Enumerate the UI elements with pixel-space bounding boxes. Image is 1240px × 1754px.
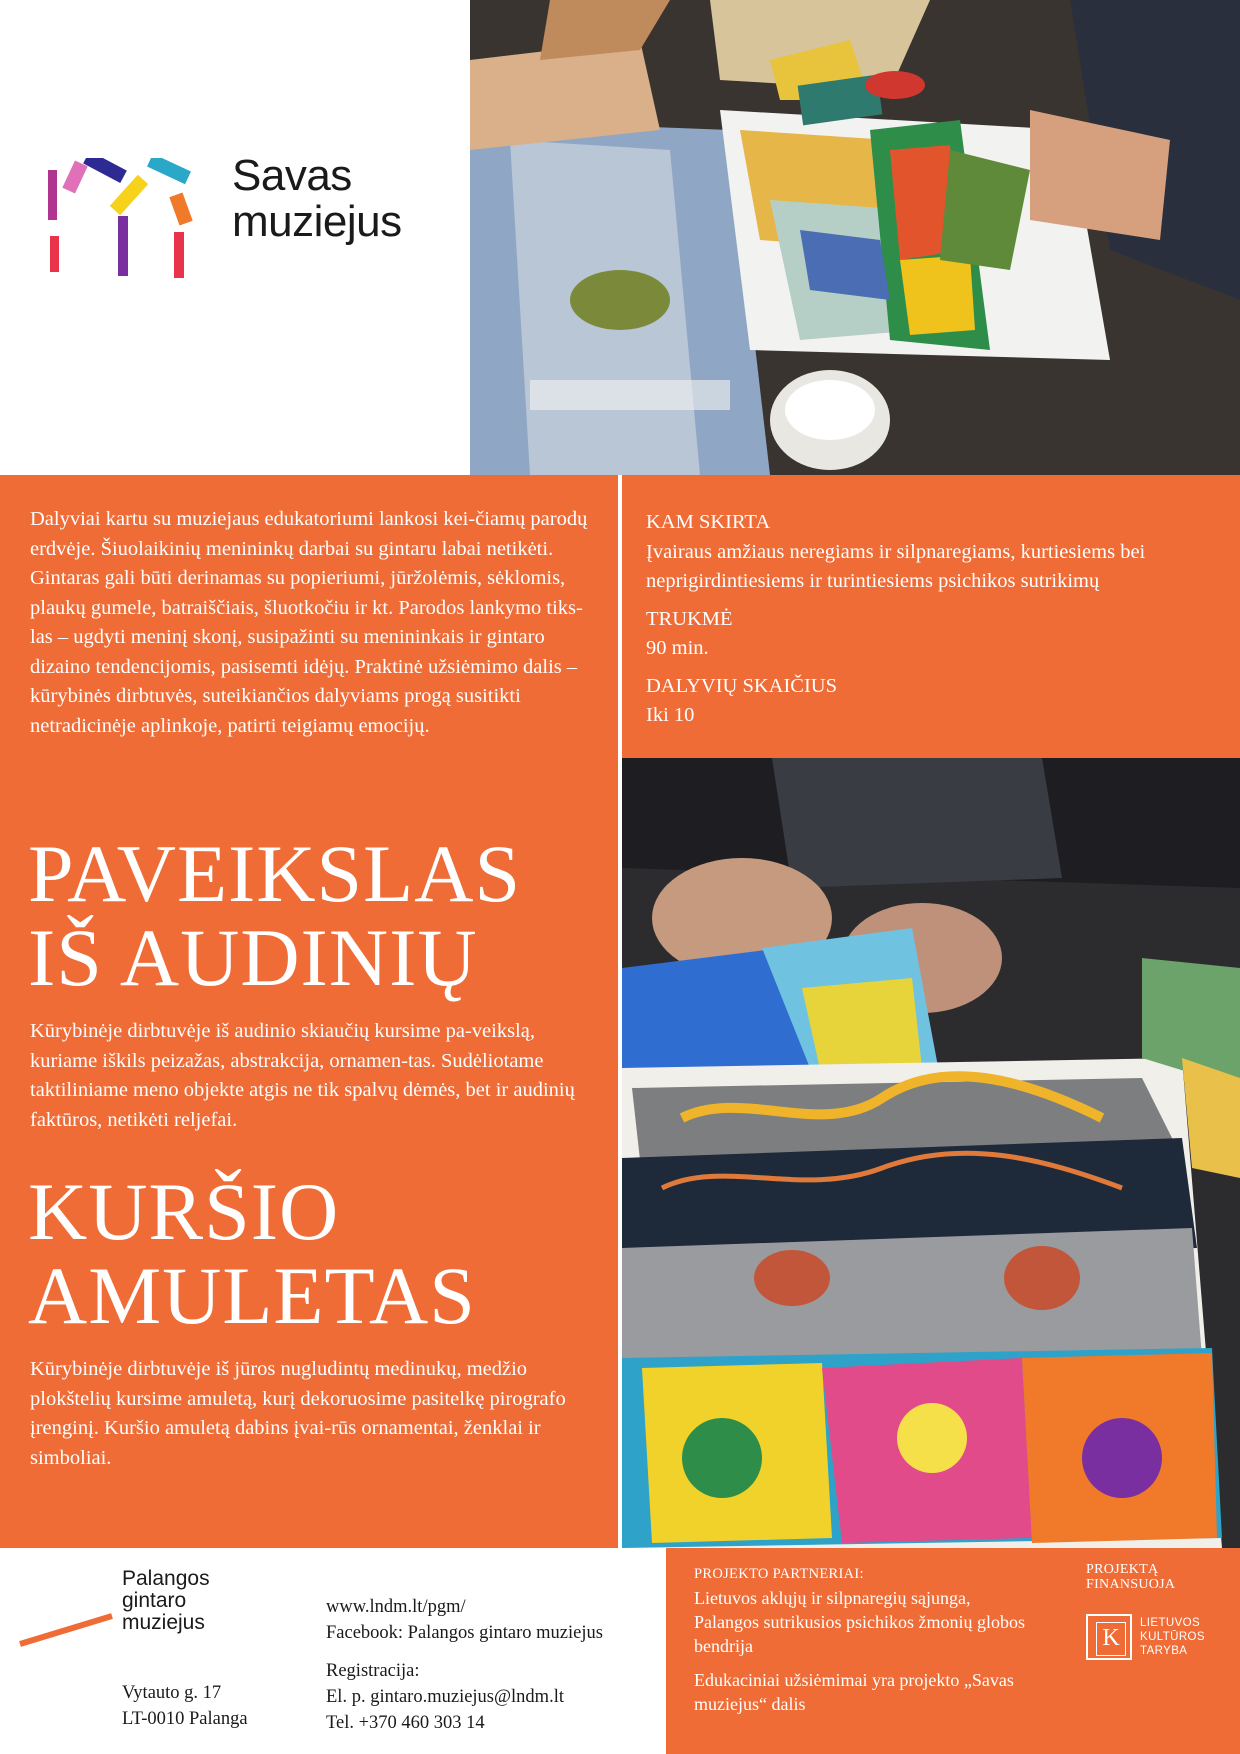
duration-label: TRUKMĖ xyxy=(646,607,733,630)
address-line1: Vytauto g. 17 xyxy=(122,1683,222,1703)
logo-bar-purple xyxy=(118,216,128,276)
info-block xyxy=(646,508,1226,739)
audience-label: KAM SKIRTA xyxy=(646,511,771,533)
workshop1-title-line2: IŠ AUDINIŲ xyxy=(28,912,478,1003)
logo-area xyxy=(0,0,470,475)
facebook-link[interactable]: Facebook: Palangos gintaro muziejus xyxy=(326,1623,603,1643)
participants-label: DALYVIŲ SKAIČIUS xyxy=(646,674,837,697)
footer-contacts xyxy=(0,1548,666,1754)
workshop2-title-line2: AMULETAS xyxy=(28,1250,476,1341)
email-link[interactable]: El. p. gintaro.muziejus@lndm.lt xyxy=(326,1687,564,1707)
workshop1-title-line1: PAVEIKSLAS xyxy=(28,828,522,919)
lkt-logo-letter: K xyxy=(1096,1622,1126,1656)
audience-block xyxy=(646,508,1226,597)
brand-name-line1: Savas xyxy=(232,151,352,200)
footer-partners xyxy=(666,1548,1240,1754)
logo-bar-red xyxy=(174,232,184,278)
logo-bar-pink-light xyxy=(62,160,87,193)
workshop1-title xyxy=(28,828,522,1003)
contact-info xyxy=(326,1594,603,1736)
workshop2-title xyxy=(28,1166,476,1341)
project-note: Edukaciniai užsiėmimai yra projekto „Savas muziejus“ dalis xyxy=(694,1670,1014,1714)
museum-name-line3: muziejus xyxy=(122,1611,205,1634)
logo-bar-orange xyxy=(169,193,192,226)
phone-link[interactable]: Tel. +370 460 303 14 xyxy=(326,1713,485,1733)
workshop2-title-line1: KURŠIO xyxy=(28,1166,340,1257)
funder-title xyxy=(1086,1562,1226,1592)
logo-bar-yellow xyxy=(110,175,149,216)
funder-line2: KULTŪROS xyxy=(1140,1631,1205,1643)
workshop-photo-fabric xyxy=(622,758,1240,1548)
fabric-artwork-photo xyxy=(622,758,1240,1548)
duration-value: 90 min. xyxy=(646,637,709,659)
participants-block xyxy=(646,672,1226,731)
registration-label: Registracija: xyxy=(326,1661,420,1681)
funder-block xyxy=(1086,1562,1226,1657)
museum-name xyxy=(122,1568,210,1634)
workshop1-description: Kūrybinėje dirbtuvėje iš audinio skiaučių kursime pa-veikslą, kuriame iškils peizažas, abstrakcija, ornamen-tas. Sudėliotame taktiliniame meno objekte atgis ne tik spalvų dėmės, bet ir audinių faktūros, netikėti reljefai. xyxy=(30,1020,575,1131)
savas-muziejus-logo-icon xyxy=(46,158,216,293)
participants-value: Iki 10 xyxy=(646,704,695,726)
partners-block xyxy=(694,1562,1034,1716)
website-link[interactable]: www.lndm.lt/pgm/ xyxy=(326,1597,466,1617)
lkt-logo-text xyxy=(1140,1616,1205,1658)
funder-line3: TARYBA xyxy=(1140,1645,1188,1657)
workshop-photo-top xyxy=(470,0,1240,475)
audience-value: Įvairaus amžiaus neregiams ir silpnaregiams, kurtiesiems bei neprigirdintiesiems ir turintiesiems psichikos sutrikimų xyxy=(646,540,1146,592)
workshop2-description: Kūrybinėje dirbtuvėje iš jūros nugludintų medinukų, medžio plokštelių kursime amuletą, kurį dekoruosime pasitelkę pirografo įrenginį. Kuršio amuletą dabins įvai-rūs ornamentai, ženklai ir simboliai. xyxy=(30,1358,566,1469)
museum-name-line1: Palangos xyxy=(122,1567,210,1590)
museum-address xyxy=(122,1680,248,1732)
funder-title-line2: FINANSUOJA xyxy=(1086,1577,1176,1592)
lkt-logo-icon xyxy=(1086,1614,1132,1660)
partner-2: Palangos sutrikusios psichikos žmonių globos bendrija xyxy=(694,1612,1026,1656)
funder-line1: LIETUVOS xyxy=(1140,1617,1201,1629)
logo-bar-cyan xyxy=(147,158,191,184)
museum-name-line2: gintaro xyxy=(122,1589,187,1612)
partner-1: Lietuvos aklųjų ir silpnaregių sąjunga, xyxy=(694,1588,971,1608)
lkt-logo xyxy=(1086,1614,1236,1664)
funder-title-line1: PROJEKTĄ xyxy=(1086,1562,1159,1577)
fabric-collage-photo xyxy=(470,0,1240,475)
brand-name-line2: muziejus xyxy=(232,197,402,246)
logo-bar-indigo xyxy=(83,158,127,183)
intro-paragraph: Dalyviai kartu su muziejaus edukatoriumi lankosi kei-čiamų parodų erdvėje. Šiuolaikinių menininkų darbai su gintaru labai netikėti. Gintaras gali būti derinamas su popieriumi, jūržolėmis, sėklomis, plaukų gumele, batraiščiais, šluotkočiu ir kt. Parodos lankymo tiks-las – ugdyti meninį skonį, susipažinti su menininkais ir gintaro dizaino tendencijomis, pasisemti idėjų. Praktinė užsiėmimo dalis – kūrybinės dirbtuvės, suteikiančios dalyviams progą susitikti netradicinėje aplinkoje, patirti teigiamų emocijų. xyxy=(30,508,588,737)
partners-title: PROJEKTO PARTNERIAI: xyxy=(694,1566,864,1582)
duration-block xyxy=(646,605,1226,664)
brand-name xyxy=(232,153,402,245)
logo-bar-pink xyxy=(48,170,57,220)
address-line2: LT-0010 Palanga xyxy=(122,1709,248,1729)
logo-bar-magenta xyxy=(50,236,59,272)
